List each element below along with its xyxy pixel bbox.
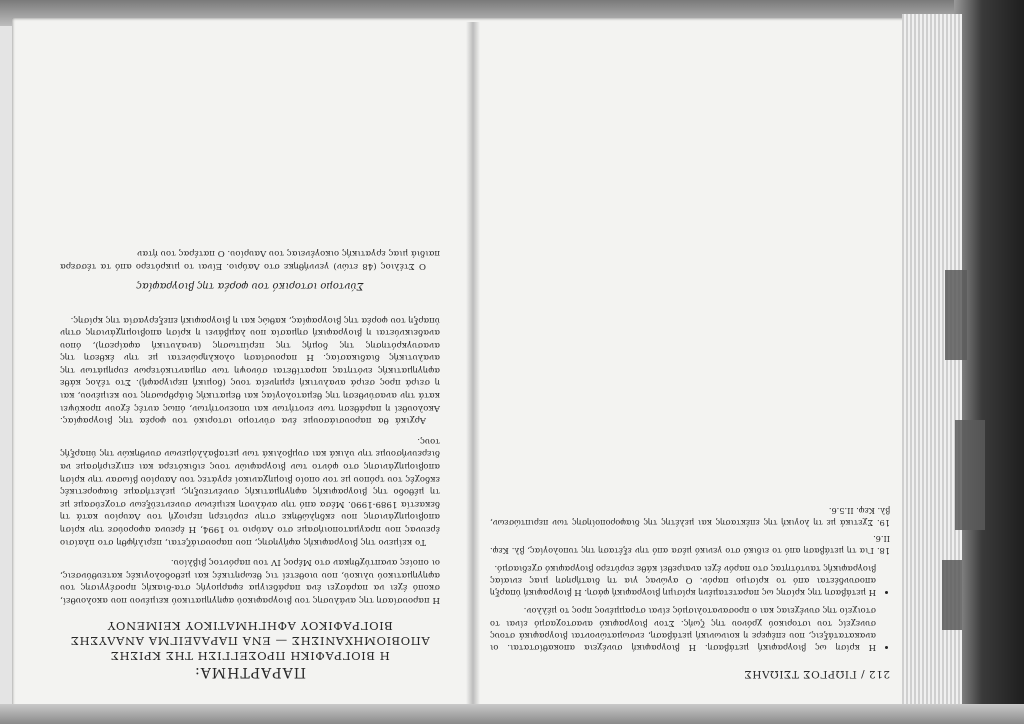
- appendix-title: ΠΑΡΑΡΤΗΜΑ:: [194, 664, 306, 680]
- body-paragraph: Η παρουσίαση της ανάλυσης του βιογραφικού αφηγηματικού κειμένου που ακολουθεί, σκοπό έχει να παράσχει ένα παράδειγμα εφαρμογής στα-διακής προσέγγισης του αφηγηματικού υλικού, που υιοθετεί τις θεωρητικές και μεθοδολογικές κατευθύνσεις, οι οποίες αναπτύχθηκαν στο Μέρος IV του παρόντος βιβλίου.: [60, 557, 440, 605]
- scan-bottom-shadow: [0, 704, 1024, 724]
- appendix-subtitle-line: ΒΙΟΓΡΑΦΙΚΟΥ ΑΦΗΓΗΜΑΤΙΚΟΥ ΚΕΙΜΕΝΟΥ: [107, 619, 393, 633]
- footnote: 18. Για τη μετάβαση από το ειδικό στο γενικό μέσα από την εξέταση της τυπολογίας, βλ. Κεφ. II.6.: [490, 533, 890, 556]
- page-tab-marker: [945, 270, 967, 360]
- body-paragraph: Το κείμενο της βιογραφικής αφήγησης, που παρουσιάζεται, περιλήφθη στο πλαίσιο έρευνας που πραγματοποιήσαμε στο Λαύριο το 1994, Η έρευνα αφορούσε την κρίση αποβιομηχάνισης που εκδηλώθηκε στην ευρύτερη περιοχή του Λαυρίου κατά τη δεκαετία 1989-1990. Μέσα από την ανάλυση κειμένων συνεντεύξεων στοχεύσαμε με τη μέθοδο της βιογραφικής αφηγηματικής συνέντευξης, μελετήσαμε διαφορετικές εκδοχές του τρόπου με τον οποίο βιομηχανικοί εργάτες του Λαυρίου βίωσαν την κρίση αποβιομηχάνισης στο φόντο των βιογραφιών τους ειδικότερα και επιχειρήσαμε να διερευνήσουμε την υλικά και συμβολικά των μεταβαλλόμενων συνθηκών της ύπαρξής τους.: [60, 435, 440, 547]
- bullet-list: [490, 563, 890, 654]
- running-head: 212 / ΓΙΩΡΓΟΣ ΤΣΙΩΛΗΣ: [743, 668, 890, 680]
- page-tab-marker: [942, 560, 962, 630]
- list-item: • Η μετάβαση της κρίσης ως παρατεταμένη κρίσιμη βιογραφική φάση. Η βιογραφική ύπαρξη αποσυνδέεται από το κρίσιμο παρόν. Ο αγώνας για τη διατήρηση μιας ενιαίας βιογραφικής ταυτότητας στο παρόν έχει αναιρεθεί κάθε ευρύτερο βιογραφικό σχεδιασμό.: [490, 563, 876, 600]
- body-paragraph: Ο Στέλιος (48 ετών) γεννήθηκε στο Λαύριο. Είναι το μικρότερο από τα τέσσερα παιδιά μιας εργατικής οικογένειας του Λαυρίου. Ο πατέρας του ήταν: [60, 248, 440, 271]
- footnote: 19. Σχετικά με τη λογική της επέκτασης και μελέτης της διαφοροποίησης των περιπτώσεων, βλ. Κεφ. II.5.6.: [490, 505, 890, 528]
- left-page: [60, 80, 440, 680]
- right-page: [490, 80, 890, 680]
- page-tab-marker: [955, 420, 985, 530]
- section-heading: Σύντομο ιστορικό του φορέα της βιογραφίας: [136, 279, 364, 291]
- appendix-subtitle-line: ΑΠΟΒΙΟΜΗΧΑΝΙΣΗΣ — ΕΝΑ ΠΑΡΑΔΕΙΓΜΑ ΑΝΑΛΥΣΗΣ: [70, 634, 430, 648]
- book-gutter: [466, 22, 480, 706]
- body-paragraph: Αρχικά θα παρουσιάσουμε ένα σύντομο ιστορικό του φορέα της βιογραφίας. Ακολουθεί η παράθεση των ενοτήτων και υποενοτήτων, όπως αυτές έχουν προκύψει κατά την ανασύνθεση της θεματολογίας και θεματικής διάρθρωσης του κειμένου, και η σειρά προς σειρά αναλυτική ερμηνεία τους (δομική περιγραφή). Στο τέλος κάθε αφηγηματικής ενότητας παρατίθεται σύνοψη των σημαντικότερων ευρημάτων της αναλυτικής διαδικασίας. Η παρουσίαση ολοκληρώνεται με την έκθεση της ανασυγκρότησης της δομής της περίπτωσης (αναλυτική αφαίρεση), όπου αναδεικνύεται η βιογραφική σημασία που λαμβάνει η κρίση αποβιομηχάνισης στην ύπαρξη του φορέα της βιογραφίας, καθώς και η βιογραφική επεξεργασία της κρίσης.: [60, 314, 440, 426]
- list-item: • Η κρίση ως βιογραφική μετάβαση. Η βιογραφική συνέχεια αποκαθίσταται. οι ανακατατάξεις, που επέφερε η κοινωνική μετάβαση, ενσωματώνονται βιογραφικά στους συνεχείς του ιστορικού χρόνου της ζωής. Στον βιογραφικό αναστοχασμό είναι το στοιχείο της συνέχειας και ο προσανατολισμός είναι στραμμένος προς το μέλλον.: [490, 605, 876, 654]
- appendix-subtitle-line: Η ΒΙΟΓΡΑΦΙΚΗ ΠΡΟΣΕΓΓΙΣΗ ΤΗΣ ΚΡΙΣΗΣ: [110, 649, 390, 663]
- book-edge-shadow: [954, 0, 1024, 724]
